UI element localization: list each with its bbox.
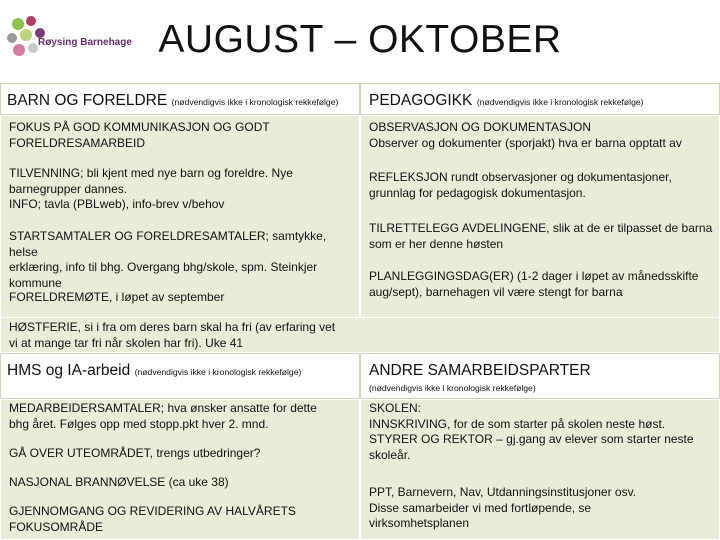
- section-body-pedagogikk: [360, 115, 720, 321]
- pedagogikk-paragraph: [369, 221, 713, 252]
- content-grid: [0, 83, 720, 540]
- text-line: grunnlag for pedagogisk dokumentasjon.: [369, 185, 586, 200]
- text-line: HØSTFERIE, si i fra om deres barn skal ha fri (av erfaring vet: [9, 320, 336, 334]
- section-title-barn: BARN OG FORELDRE: [7, 92, 168, 109]
- logo-text: Røysing Barnehage: [38, 37, 132, 48]
- text-line: NASJONAL BRANNØVELSE (ca uke 38): [9, 475, 229, 489]
- text-line: OBSERVASJON OG DOKUMENTASJON: [369, 120, 592, 134]
- pedagogikk-paragraph: [369, 269, 713, 300]
- text-line: Observer og dokumenter (sporjakt) hva er barna opptatt av: [369, 135, 682, 150]
- text-line: FOKUSOMRÅDE: [9, 519, 104, 534]
- text-line: SKOLEN:: [369, 401, 422, 415]
- barn-paragraph: [9, 120, 353, 151]
- text-line: virksomhetsplanen: [369, 516, 470, 530]
- hms-paragraph: [9, 446, 353, 462]
- text-line: barnegrupper dannes.: [9, 181, 128, 196]
- section-body-hms: [0, 399, 360, 540]
- text-line: bhg året. Følges opp med stopp.pkt hver 2. mnd.: [9, 416, 269, 431]
- andre-paragraph: [369, 485, 713, 532]
- text-line: PLANLEGGINGSDAG(ER) (1-2 dager i løpet av månedsskifte: [369, 269, 699, 283]
- text-line: vi at mange tar fri når skolen har fri). Uke 41: [9, 335, 244, 350]
- text-line: GÅ OVER UTEOMRÅDET, trengs utbedringer?: [9, 446, 261, 460]
- pedagogikk-paragraph: [369, 170, 713, 201]
- text-line: skoleår.: [369, 447, 411, 462]
- section-title-pedagogikk: PEDAGOGIKK: [369, 92, 473, 109]
- hms-paragraph: [9, 504, 353, 535]
- text-line: som er her denne høsten: [369, 236, 504, 251]
- barn-paragraph: [9, 290, 353, 306]
- section-header-barn: [0, 83, 360, 115]
- section-body-barn: [0, 115, 360, 321]
- text-line: FORELDRESAMARBEID: [9, 135, 146, 150]
- section-title-andre: ANDRE SAMARBEIDSPARTER: [369, 362, 591, 379]
- text-line: REFLEKSJON rundt observasjoner og dokumentasjoner,: [369, 170, 672, 184]
- text-line: kommune: [9, 275, 62, 290]
- text-line: aug/sept), barnehagen vil være stengt for barna: [369, 284, 623, 299]
- hostferie-paragraph: [9, 320, 713, 351]
- text-line: TILRETTELEGG AVDELINGENE, slik at de er tilpasset de barna: [369, 221, 713, 235]
- section-header-andre: [360, 353, 720, 399]
- section-body-andre: [360, 399, 720, 540]
- barn-paragraph: [9, 229, 353, 291]
- text-line: TILVENNING; bli kjent med nye barn og foreldre. Nye: [9, 166, 293, 180]
- text-line: erklæring, info til bhg. Overgang bhg/skole, spm. Steinkjer: [9, 260, 318, 274]
- section-row-hostferie: [0, 317, 720, 353]
- text-line: STARTSAMTALER OG FORELDRESAMTALER; samtykke, helse: [9, 229, 327, 259]
- page-title: AUGUST – OKTOBER: [158, 18, 562, 61]
- section-note-pedagogikk: (nødvendigvis ikke i kronologisk rekkefølge): [476, 97, 644, 107]
- text-line: INNSKRIVING, for de som starter på skolen neste høst.: [369, 416, 666, 431]
- section-header-pedagogikk: [360, 83, 720, 115]
- text-line: STYRER OG REKTOR – gj.gang av elever som starter neste: [369, 432, 694, 446]
- hms-paragraph: [9, 401, 353, 432]
- section-header-hms: [0, 353, 360, 399]
- section-title-hms: HMS og IA-arbeid: [7, 362, 131, 379]
- andre-paragraph: [369, 401, 713, 463]
- text-line: INFO; tavla (PBLweb), info-brev v/behov: [9, 197, 225, 211]
- section-note-andre: (nødvendigvis ikke i kronologisk rekkefølge): [369, 383, 536, 393]
- text-line: FOKUS PÅ GOD KOMMUNIKASJON OG GODT: [9, 120, 270, 134]
- section-note-barn: (nødvendigvis ikke i kronologisk rekkefølge): [171, 97, 339, 107]
- barn-paragraph: [9, 166, 353, 213]
- text-line: Disse samarbeider vi med fortløpende, se: [369, 500, 592, 515]
- text-line: FORELDREMØTE, i løpet av september: [9, 290, 225, 304]
- text-line: GJENNOMGANG OG REVIDERING AV HALVÅRETS: [9, 504, 296, 518]
- text-line: MEDARBEIDERSAMTALER; hva ønsker ansatte for dette: [9, 401, 317, 415]
- section-note-hms: (nødvendigvis ikke i kronologisk rekkefølge): [134, 367, 302, 377]
- pedagogikk-paragraph: [369, 120, 713, 151]
- hms-paragraph: [9, 475, 353, 491]
- text-line: PPT, Barnevern, Nav, Utdanningsinstitusjoner osv.: [369, 485, 637, 499]
